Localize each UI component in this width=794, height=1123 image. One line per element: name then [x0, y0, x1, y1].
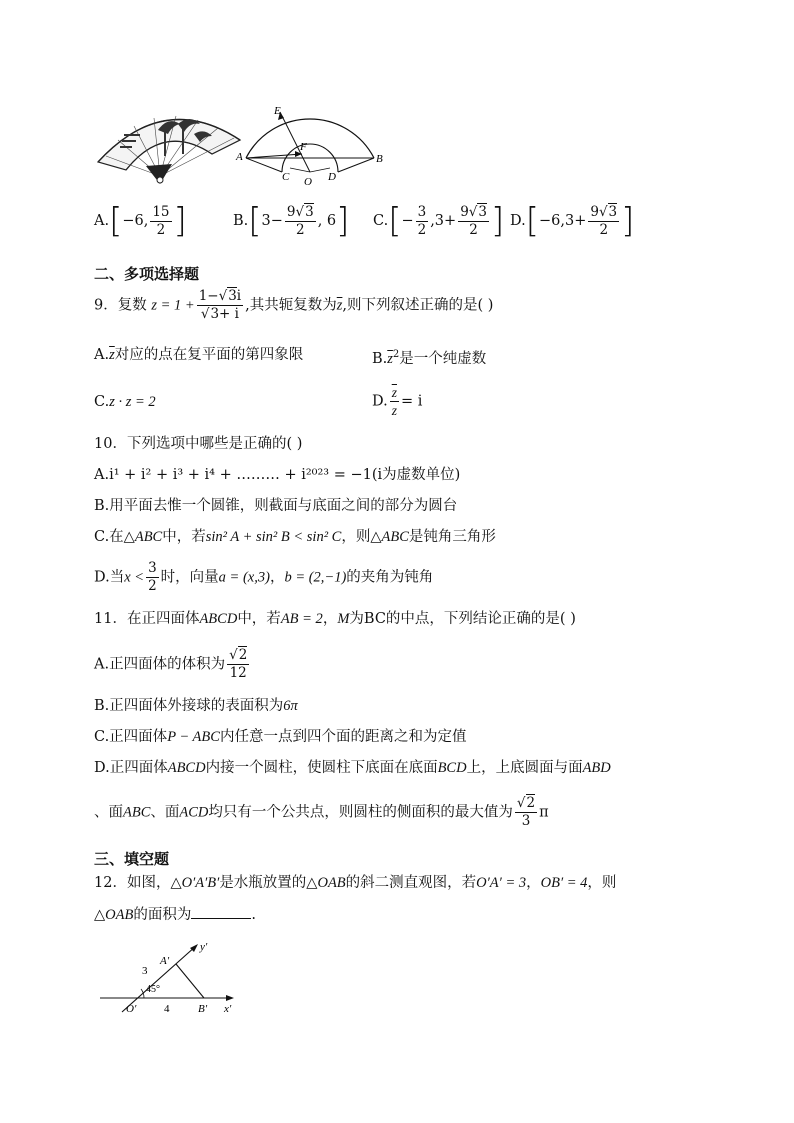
- label-y-prime: y′: [200, 941, 208, 953]
- label-e: E: [274, 105, 281, 117]
- label-f: F: [300, 141, 307, 153]
- q9-stem: 9．复数 z = 1 + $\frac{1-√3i}{√3+ i}$ ,其共轭复数为$\overline{z}$,则下列叙述正确的是( ): [94, 288, 494, 322]
- q10-option-c[interactable]: C.在△ABC中，若sin² A + sin² B < sin² C，则△ABC是钝角三角形: [94, 529, 496, 545]
- label-x-prime: x′: [224, 1003, 232, 1015]
- q11-option-b[interactable]: B.正四面体外接球的表面积为6π: [94, 698, 298, 714]
- oblique-projection-figure: [100, 938, 246, 1022]
- q8-option-b[interactable]: B.[3− $\frac{9√3}{2}$ , 6]: [233, 201, 350, 241]
- q9-option-c[interactable]: C.z · z = 2: [94, 394, 156, 410]
- label-length-3: 3: [142, 965, 148, 977]
- q9-option-a[interactable]: $A.\overline{z}$对应的点在复平面的第四象限: [94, 347, 304, 363]
- q10-option-b[interactable]: B.用平面去惟一个圆锥，则截面与底面之间的部分为圆台: [94, 498, 458, 514]
- answer-blank[interactable]: [191, 904, 251, 919]
- sector-diagram: [234, 100, 386, 188]
- section-heading-fill-in: 三、填空题: [94, 850, 170, 868]
- q8-option-c[interactable]: C.[− $\frac{3}{2}$ ,3+ $\frac{9√3}{2}$ ]: [373, 201, 505, 241]
- label-length-4: 4: [164, 1003, 170, 1015]
- q11-option-d-line1[interactable]: D.正四面体ABCD内接一个圆柱，使圆柱下底面在底面BCD上，上底圆面与面ABD: [94, 760, 611, 776]
- q10-option-a[interactable]: A.i¹ + i² + i³ + i⁴ + ……… + i²⁰²³ = −1(i为虚数单位): [94, 467, 461, 483]
- label-b-prime: B′: [198, 1003, 208, 1015]
- q11-option-a[interactable]: A.正四面体的体积为 $\frac{√2}{12}$: [94, 647, 248, 681]
- label-c: C: [282, 171, 290, 183]
- q12-stem-line2: △OAB的面积为 .: [94, 904, 256, 925]
- q8-option-a[interactable]: A.[−6, $\frac{15}{2}$ ]: [94, 201, 187, 241]
- q11-stem: 11．在正四面体ABCD中，若AB = 2，M为BC的中点，下列结论正确的是( ): [94, 611, 576, 627]
- folding-fan-image: [94, 100, 244, 186]
- label-o: O: [304, 176, 312, 188]
- q10-stem: 10．下列选项中哪些是正确的( ): [94, 436, 303, 452]
- label-a: A: [236, 151, 243, 163]
- label-b: B: [376, 153, 383, 165]
- q9-option-b[interactable]: $B.\overline{z}^2$是一个纯虚数: [372, 349, 487, 367]
- label-d: D: [328, 171, 336, 183]
- q11-option-c[interactable]: C.正四面体P − ABC内任意一点到四个面的距离之和为定值: [94, 729, 467, 745]
- label-a-prime: A′: [160, 955, 170, 967]
- label-angle-45: 45°: [146, 984, 160, 995]
- q9-option-d[interactable]: D. $\frac{\overline{z}}{z}$ = i: [372, 385, 423, 418]
- section-heading-multiple-choice: 二、多项选择题: [94, 265, 200, 283]
- label-o-prime: O′: [126, 1003, 137, 1015]
- q10-option-d[interactable]: D.当x < $\frac{3}{2}$ 时，向量a = (x,3)，b = (2,−1)的夹角为钝角: [94, 560, 434, 594]
- q11-option-d-line2: 、面ABC、面ACD均只有一个公共点，则圆柱的侧面积的最大值为 $\frac{√2}{3}$ π: [94, 795, 549, 829]
- q8-option-d[interactable]: D.[−6,3+ $\frac{9√3}{2}$ ]: [510, 201, 635, 241]
- q12-stem-line1: 12．如图，△O′A′B′是水瓶放置的△OAB的斜二测直观图，若O′A′ = 3，OB′ = 4，则: [94, 875, 617, 891]
